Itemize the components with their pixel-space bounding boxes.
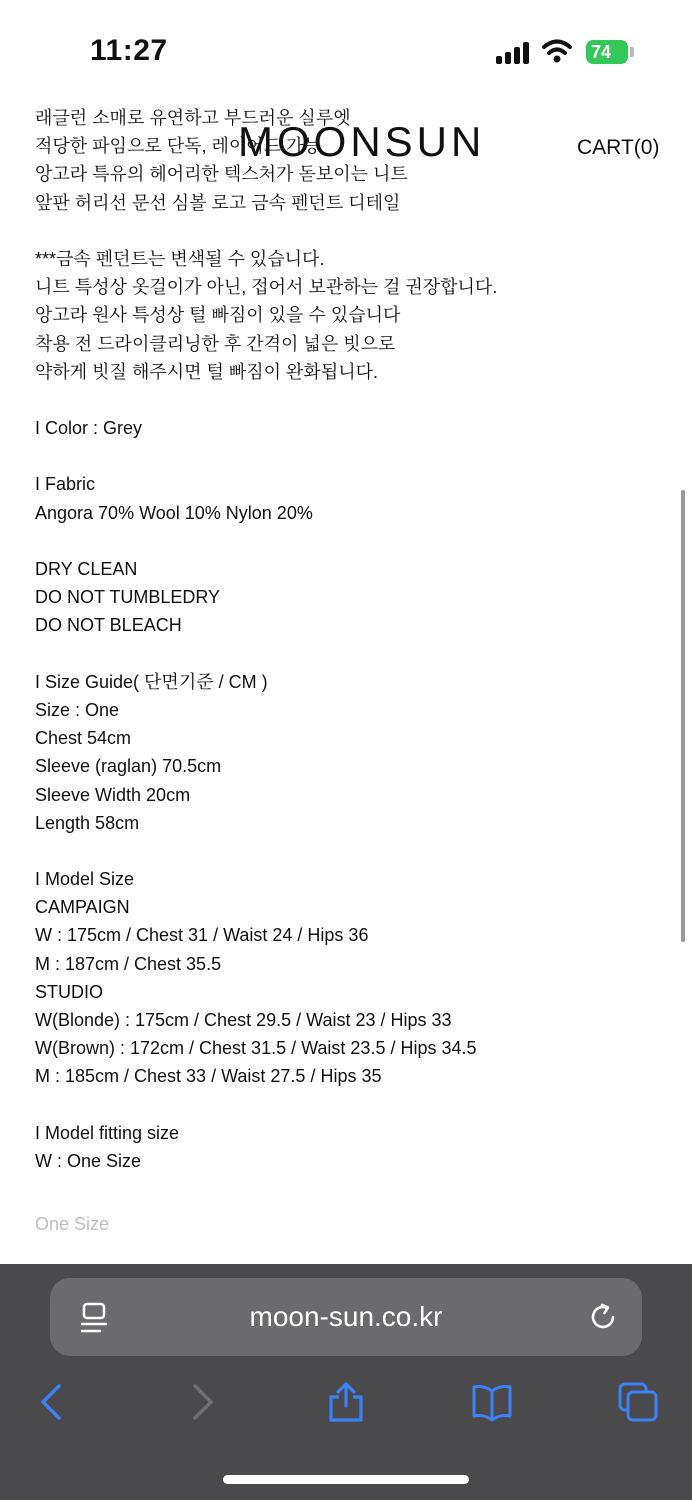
model-size-title: I Model Size xyxy=(35,869,135,890)
size-guide-item: Chest 54cm xyxy=(35,728,132,749)
size-option-faded[interactable]: One Size xyxy=(35,1214,110,1235)
tabs-icon[interactable] xyxy=(618,1382,658,1422)
note-line: 착용 전 드라이클리닝한 후 간격이 넓은 빗으로 xyxy=(35,333,396,354)
care-line: DRY CLEAN xyxy=(35,559,138,579)
note-line: ***금속 펜던트는 변색될 수 있습니다. xyxy=(35,248,325,269)
fabric-value: Angora 70% Wool 10% Nylon 20% xyxy=(35,502,313,523)
studio-line: M : 185cm / Chest 33 / Waist 27.5 / Hips 35 xyxy=(35,1066,382,1087)
care-line: DO NOT BLEACH xyxy=(35,615,182,636)
note-line: 앙고라 원사 특성상 털 빠짐이 있을 수 있습니다 xyxy=(35,305,401,326)
note-line: 니트 특성상 옷걸이가 아닌, 접어서 보관하는 걸 권장합니다. xyxy=(35,277,498,298)
forward-icon[interactable] xyxy=(182,1382,222,1422)
studio-line: W(Brown) : 172cm / Chest 31.5 / Waist 23.5 / Hips 34.5 xyxy=(35,1038,477,1059)
note-line: 약하게 빗질 해주시면 털 빠짐이 완화됩니다. xyxy=(35,361,378,382)
fitting-value: W : One Size xyxy=(35,1150,142,1171)
campaign-label: CAMPAIGN xyxy=(35,897,130,918)
site-logo[interactable]: MOONSUN xyxy=(238,118,486,165)
description-line: 앞판 허리선 문선 심볼 로고 금속 펜던트 디테일 xyxy=(35,192,401,213)
cellular-signal-icon xyxy=(496,42,532,64)
share-icon[interactable] xyxy=(326,1382,366,1422)
size-guide-title: I Size Guide( 단면기준 / CM ) xyxy=(35,671,268,692)
fitting-title: I Model fitting size xyxy=(35,1122,180,1143)
description-line: 래글런 소매로 유연하고 부드러운 실루엣 xyxy=(35,108,351,128)
size-guide-item: Sleeve (raglan) 70.5cm xyxy=(35,756,222,777)
size-guide-item: Length 58cm xyxy=(35,812,140,833)
cart-link[interactable]: CART(0) xyxy=(577,136,660,159)
description-line: 앙고라 특유의 헤어리한 텍스처가 돋보이는 니트 xyxy=(35,164,408,185)
size-guide-item: Size : One xyxy=(35,699,120,720)
battery-tip xyxy=(630,47,634,57)
battery-icon: 74 xyxy=(586,40,628,64)
url-text[interactable]: moon-sun.co.kr xyxy=(249,1301,443,1332)
bookmarks-icon[interactable] xyxy=(472,1382,512,1422)
reload-icon[interactable] xyxy=(588,1302,618,1332)
back-icon[interactable] xyxy=(32,1382,72,1422)
studio-label: STUDIO xyxy=(35,981,104,1002)
campaign-line: M : 187cm / Chest 35.5 xyxy=(35,953,222,974)
address-bar[interactable] xyxy=(50,1278,642,1356)
campaign-line: W : 175cm / Chest 31 / Waist 24 / Hips 36 xyxy=(35,925,369,946)
scrollbar[interactable] xyxy=(681,490,685,942)
color-info: I Color : Grey xyxy=(35,418,143,439)
browser-toolbar xyxy=(0,1264,692,1500)
description-line: 적당한 파임으로 단독, 레이어드 가능 xyxy=(35,136,321,157)
care-line: DO NOT TUMBLEDRY xyxy=(35,587,221,608)
status-bar xyxy=(0,0,692,100)
wifi-icon xyxy=(542,38,572,64)
product-description xyxy=(35,84,675,1238)
size-guide-item: Sleeve Width 20cm xyxy=(35,784,191,805)
fabric-title: I Fabric xyxy=(35,474,96,495)
studio-line: W(Blonde) : 175cm / Chest 29.5 / Waist 23 / Hips 33 xyxy=(35,1010,452,1030)
home-indicator xyxy=(223,1475,469,1484)
status-time: 11:27 xyxy=(90,34,168,67)
